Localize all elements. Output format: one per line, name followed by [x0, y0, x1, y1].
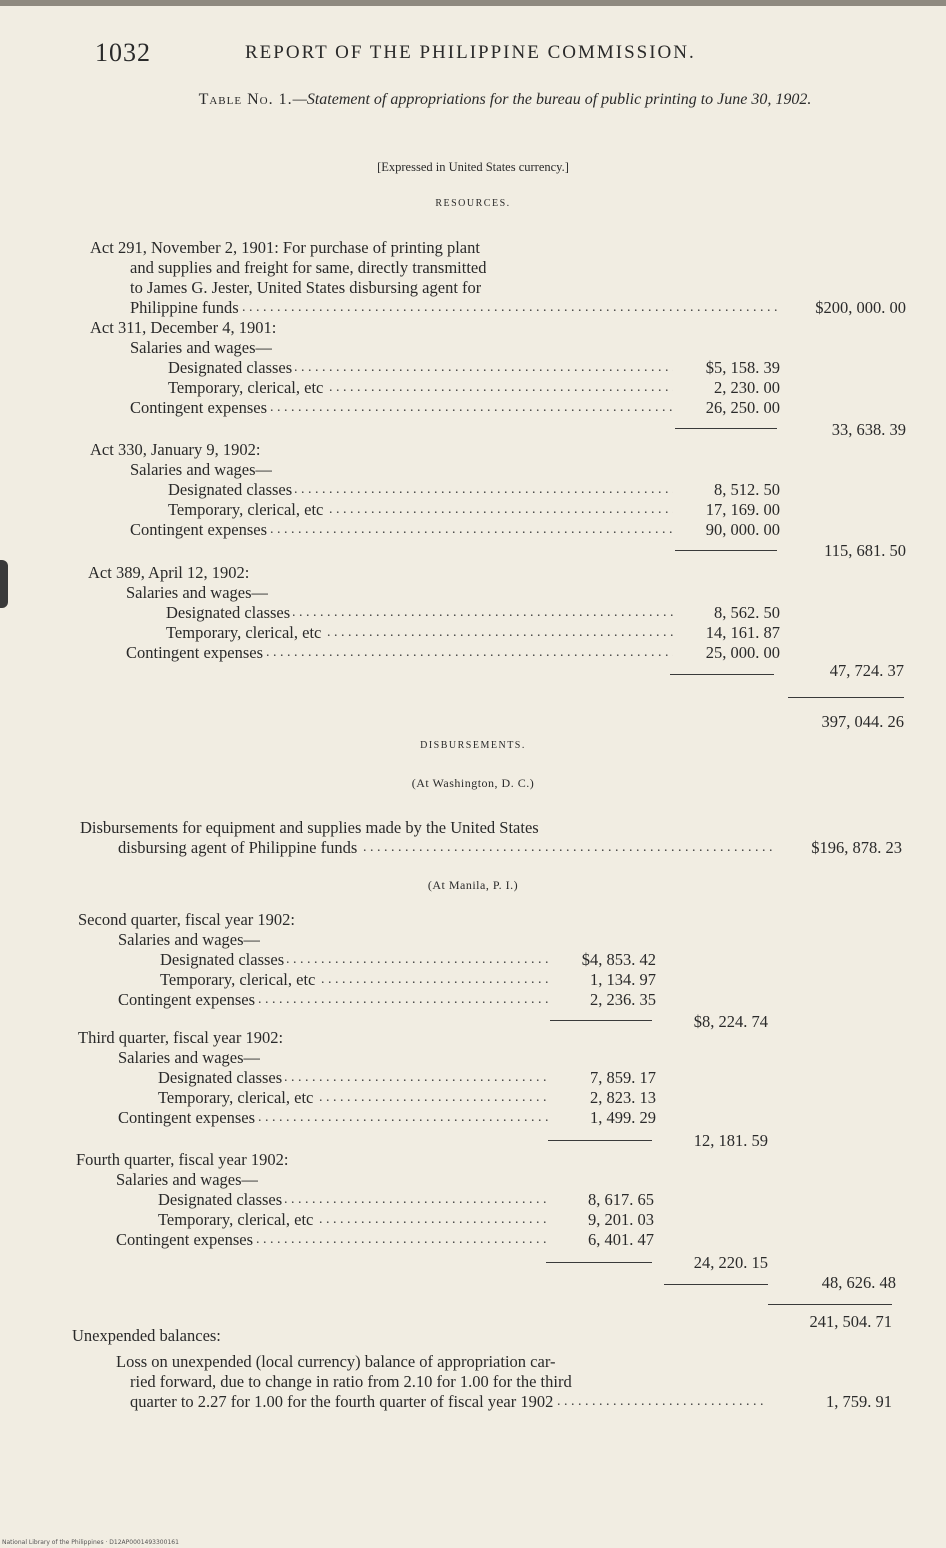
q2-temporary: Temporary, clerical, etc . . .	[160, 970, 550, 990]
q2-designated-amount: $4, 853. 42	[581, 950, 656, 969]
q2-designated: Designated classes . . .	[160, 950, 550, 970]
act311-total: 33, 638. 39	[831, 420, 906, 439]
resources-heading: RESOURCES.	[435, 198, 511, 209]
act311-heading: Act 311, December 4, 1901:	[90, 318, 277, 337]
act330-total: 115, 681. 50	[824, 541, 906, 560]
act330-temporary: Temporary, clerical, etc . . .	[168, 500, 673, 520]
unexpended-line3: quarter to 2.27 for 1.00 for the fourth quarter of fiscal year 1902 . . .	[130, 1392, 766, 1412]
act311-designated-amount: $5, 158. 39	[705, 358, 780, 377]
act291-line4: Philippine funds . . .	[130, 298, 780, 318]
q3-heading: Third quarter, fiscal year 1902:	[78, 1028, 284, 1047]
act311-contingent: Contingent expenses . . .	[130, 398, 673, 418]
act330-subtotal-rule	[675, 550, 777, 551]
q4-contingent: Contingent expenses . . .	[116, 1230, 550, 1250]
binding-edge	[0, 560, 8, 608]
q4-subtotal-rule	[546, 1262, 652, 1263]
q4-temporary-amount: 9, 201. 03	[588, 1210, 654, 1229]
act330-designated: Designated classes . . .	[168, 480, 673, 500]
washington-heading: (At Washington, D. C.)	[411, 776, 535, 790]
disbursements-heading: DISBURSEMENTS.	[420, 740, 526, 751]
washington-line1: Disbursements for equipment and supplies made by the United States	[80, 818, 539, 837]
page-top-border	[0, 0, 946, 6]
unexpended-line2: ried forward, due to change in ratio from 2.10 for 1.00 for the third	[130, 1372, 572, 1391]
act389-subtotal-rule	[670, 674, 774, 675]
act389-temporary-amount: 14, 161. 87	[705, 623, 780, 642]
q3-subtotal-rule	[548, 1140, 652, 1141]
q3-contingent: Contingent expenses . . .	[118, 1108, 550, 1128]
q4-designated-amount: 8, 617. 65	[588, 1190, 654, 1209]
q3-total: 12, 181. 59	[693, 1131, 768, 1150]
disbursements-total-rule	[768, 1304, 892, 1305]
q2-salaries: Salaries and wages—	[118, 930, 261, 949]
act330-contingent: Contingent expenses . . .	[130, 520, 673, 540]
manila-total-rule	[664, 1284, 768, 1285]
q3-temporary: Temporary, clerical, etc . . .	[158, 1088, 550, 1108]
q2-contingent: Contingent expenses . . .	[118, 990, 550, 1010]
act311-contingent-amount: 26, 250. 00	[705, 398, 780, 417]
table-title-text: —Statement of appropriations for the bureau of public printing to June 30, 1902.	[292, 91, 812, 108]
act311-temporary-amount: 2, 230. 00	[714, 378, 780, 397]
act389-salaries: Salaries and wages—	[126, 583, 269, 602]
unexpended-heading: Unexpended balances:	[72, 1326, 221, 1345]
resources-grand-total: 397, 044. 26	[821, 712, 904, 731]
q3-salaries: Salaries and wages—	[118, 1048, 261, 1067]
act330-designated-amount: 8, 512. 50	[714, 480, 780, 499]
act291-line1: Act 291, November 2, 1901: For purchase of printing plant	[90, 238, 480, 257]
washington-line2: disbursing agent of Philippine funds . . .	[118, 838, 774, 858]
act291-line2: and supplies and freight for same, directly transmitted	[130, 258, 487, 277]
disbursements-grand-total: 241, 504. 71	[809, 1312, 892, 1331]
act311-subtotal-rule	[675, 428, 777, 429]
act389-contingent-amount: 25, 000. 00	[705, 643, 780, 662]
table-title-lead: Table No. 1.	[198, 91, 293, 108]
q2-temporary-amount: 1, 134. 97	[590, 970, 656, 989]
page-number: 1032	[95, 38, 151, 67]
manila-heading: (At Manila, P. I.)	[427, 878, 519, 892]
q3-designated-amount: 7, 859. 17	[590, 1068, 656, 1087]
resources-total-rule	[788, 697, 904, 698]
q4-heading: Fourth quarter, fiscal year 1902:	[76, 1150, 289, 1169]
q2-contingent-amount: 2, 236. 35	[590, 990, 656, 1009]
q4-salaries: Salaries and wages—	[116, 1170, 259, 1189]
act291-total: $200, 000. 00	[815, 298, 906, 317]
q2-total: $8, 224. 74	[693, 1012, 768, 1031]
table-title	[90, 90, 920, 110]
act311-salaries: Salaries and wages—	[130, 338, 273, 357]
act389-contingent: Contingent expenses . . .	[126, 643, 673, 663]
act311-designated: Designated classes . . .	[168, 358, 673, 378]
q4-designated: Designated classes . . .	[158, 1190, 550, 1210]
q2-heading: Second quarter, fiscal year 1902:	[78, 910, 295, 929]
q3-contingent-amount: 1, 499. 29	[590, 1108, 656, 1127]
q4-contingent-amount: 6, 401. 47	[588, 1230, 654, 1249]
unexpended-amount: 1, 759. 91	[826, 1392, 892, 1411]
act389-total: 47, 724. 37	[829, 661, 904, 680]
act330-heading: Act 330, January 9, 1902:	[90, 440, 261, 459]
q2-subtotal-rule	[550, 1020, 652, 1021]
act389-temporary: Temporary, clerical, etc . . .	[166, 623, 673, 643]
q4-temporary: Temporary, clerical, etc . . .	[158, 1210, 550, 1230]
manila-total: 48, 626. 48	[821, 1273, 896, 1292]
act330-temporary-amount: 17, 169. 00	[705, 500, 780, 519]
footer-credit: National Library of the Philippines · D12AP0001493300161	[2, 1539, 179, 1546]
act330-salaries: Salaries and wages—	[130, 460, 273, 479]
act311-temporary: Temporary, clerical, etc . . .	[168, 378, 673, 398]
act330-contingent-amount: 90, 000. 00	[705, 520, 780, 539]
q3-temporary-amount: 2, 823. 13	[590, 1088, 656, 1107]
q3-designated: Designated classes . . .	[158, 1068, 550, 1088]
currency-note: [Expressed in United States currency.]	[377, 160, 569, 174]
washington-total: $196, 878. 23	[811, 838, 902, 857]
act389-heading: Act 389, April 12, 1902:	[88, 563, 250, 582]
q4-total: 24, 220. 15	[693, 1253, 768, 1272]
running-title: REPORT OF THE PHILIPPINE COMMISSION.	[245, 42, 696, 63]
act389-designated: Designated classes . . .	[166, 603, 673, 623]
unexpended-line1: Loss on unexpended (local currency) balance of appropriation car-	[116, 1352, 556, 1371]
act389-designated-amount: 8, 562. 50	[714, 603, 780, 622]
act291-line3: to James G. Jester, United States disbursing agent for	[130, 278, 482, 297]
page-header	[95, 38, 855, 68]
